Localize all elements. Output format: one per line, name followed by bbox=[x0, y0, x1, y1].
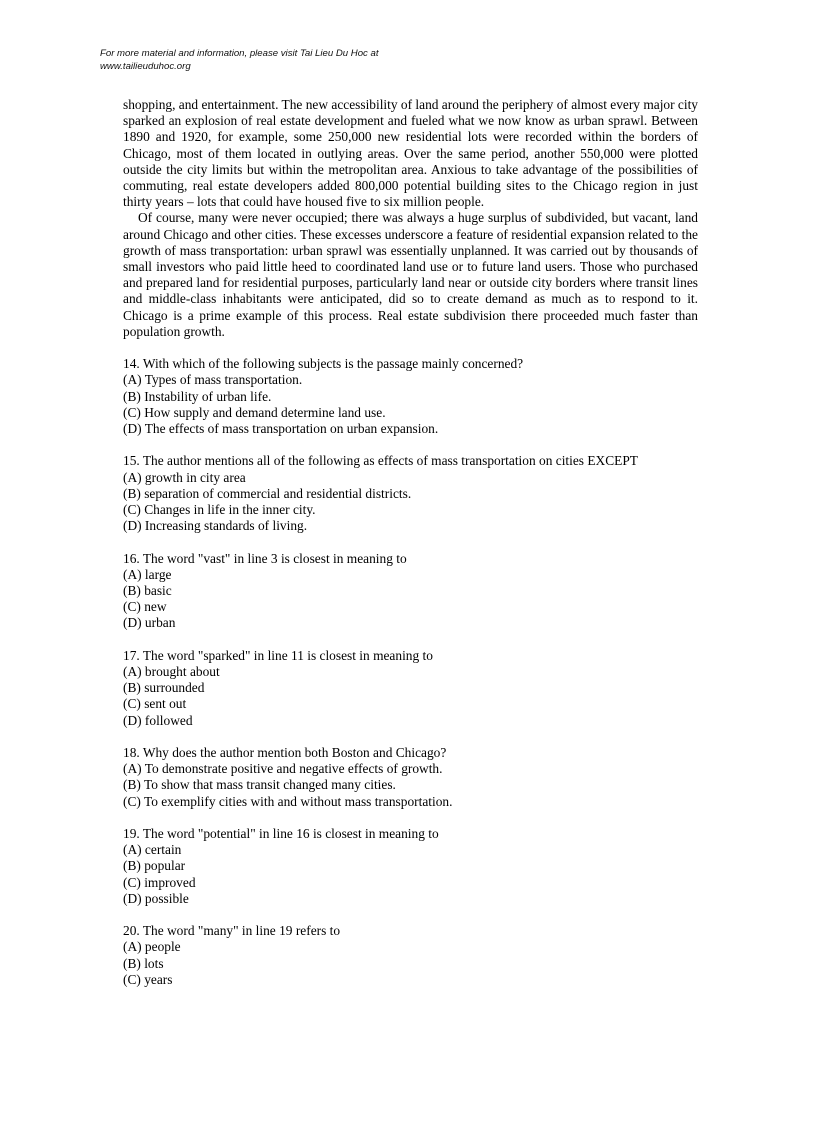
answer-option: (A) To demonstrate positive and negative effects of growth. bbox=[123, 761, 443, 777]
document-body bbox=[123, 97, 698, 988]
answer-option: (A) growth in city area bbox=[123, 469, 246, 485]
answer-option: (D) possible bbox=[123, 890, 189, 906]
answer-option: (A) large bbox=[123, 566, 172, 582]
answer-option: (B) lots bbox=[123, 955, 164, 971]
question-15 bbox=[123, 453, 698, 534]
question-stem: 14. With which of the following subjects is the passage mainly concerned? bbox=[123, 356, 524, 372]
header-url: www.tailieuduhoc.org bbox=[100, 61, 191, 72]
answer-option: (B) To show that mass transit changed many cities. bbox=[123, 777, 396, 793]
answer-option: (B) basic bbox=[123, 583, 172, 599]
passage-paragraph: shopping, and entertainment. The new accessibility of land around the periphery of almost every major city sparked an explosion of real estate development and fueled what we now know as urban sprawl. Between 1890 and 1920, for example, some 250,000 new residential lots were recorded within the borders of Chicago, most of them located in outlying areas. Over the same period, another 550,000 were plotted outside the city limits but within the metropolitan area. Anxious to take advantage of the possibilities of commuting, real estate developers added 800,000 potential building sites to the Chicago region in just thirty years – lots that could have housed five to six million people. bbox=[123, 97, 699, 210]
question-14 bbox=[123, 356, 698, 437]
question-stem: 18. Why does the author mention both Boston and Chicago? bbox=[123, 745, 447, 761]
header-note: For more material and information, please visit Tai Lieu Du Hoc at bbox=[100, 48, 379, 59]
answer-option: (B) popular bbox=[123, 858, 186, 874]
page-header bbox=[100, 47, 379, 73]
answer-option: (D) Increasing standards of living. bbox=[123, 518, 308, 534]
answer-option: (D) urban bbox=[123, 615, 176, 631]
question-20 bbox=[123, 923, 698, 988]
question-16 bbox=[123, 551, 698, 632]
question-19 bbox=[123, 826, 698, 907]
answer-option: (C) new bbox=[123, 599, 167, 615]
question-stem: 16. The word "vast" in line 3 is closest in meaning to bbox=[123, 550, 407, 566]
answer-option: (C) years bbox=[123, 971, 173, 987]
question-17 bbox=[123, 648, 698, 729]
question-stem: 19. The word "potential" in line 16 is closest in meaning to bbox=[123, 826, 439, 842]
answer-option: (B) Instability of urban life. bbox=[123, 388, 272, 404]
answer-option: (C) improved bbox=[123, 874, 196, 890]
answer-option: (D) The effects of mass transportation on urban expansion. bbox=[123, 421, 439, 437]
question-stem: 17. The word "sparked" in line 11 is closest in meaning to bbox=[123, 647, 433, 663]
answer-option: (D) followed bbox=[123, 712, 193, 728]
answer-option: (B) separation of commercial and residential districts. bbox=[123, 485, 412, 501]
answer-option: (C) How supply and demand determine land use. bbox=[123, 404, 386, 420]
answer-option: (A) certain bbox=[123, 842, 182, 858]
answer-option: (C) Changes in life in the inner city. bbox=[123, 502, 316, 518]
answer-option: (A) brought about bbox=[123, 664, 220, 680]
reading-passage bbox=[123, 97, 698, 340]
question-stem: 15. The author mentions all of the following as effects of mass transportation on cities EXCEPT bbox=[123, 453, 638, 469]
answer-option: (B) surrounded bbox=[123, 680, 205, 696]
question-stem: 20. The word "many" in line 19 refers to bbox=[123, 923, 341, 939]
answer-option: (A) people bbox=[123, 939, 181, 955]
question-list bbox=[123, 356, 698, 988]
passage-paragraph: Of course, many were never occupied; there was always a huge surplus of subdivided, but vacant, land around Chicago and other cities. These excesses underscore a feature of residential expansion related to the growth of mass transportation: urban sprawl was essentially unplanned. It was carried out by thousands of small investors who paid little heed to coordinated land use or to future land users. Those who purchased and prepared land for residential purposes, particularly land near or outside city borders where transit lines and middle-class inhabitants were anticipated, did so to create demand as much as to respond to it. Chicago is a prime example of this process. Real estate subdivision there proceeded much faster than population growth. bbox=[123, 210, 698, 339]
answer-option: (C) sent out bbox=[123, 696, 187, 712]
answer-option: (A) Types of mass transportation. bbox=[123, 372, 303, 388]
question-18 bbox=[123, 745, 698, 810]
answer-option: (C) To exemplify cities with and without mass transportation. bbox=[123, 793, 453, 809]
